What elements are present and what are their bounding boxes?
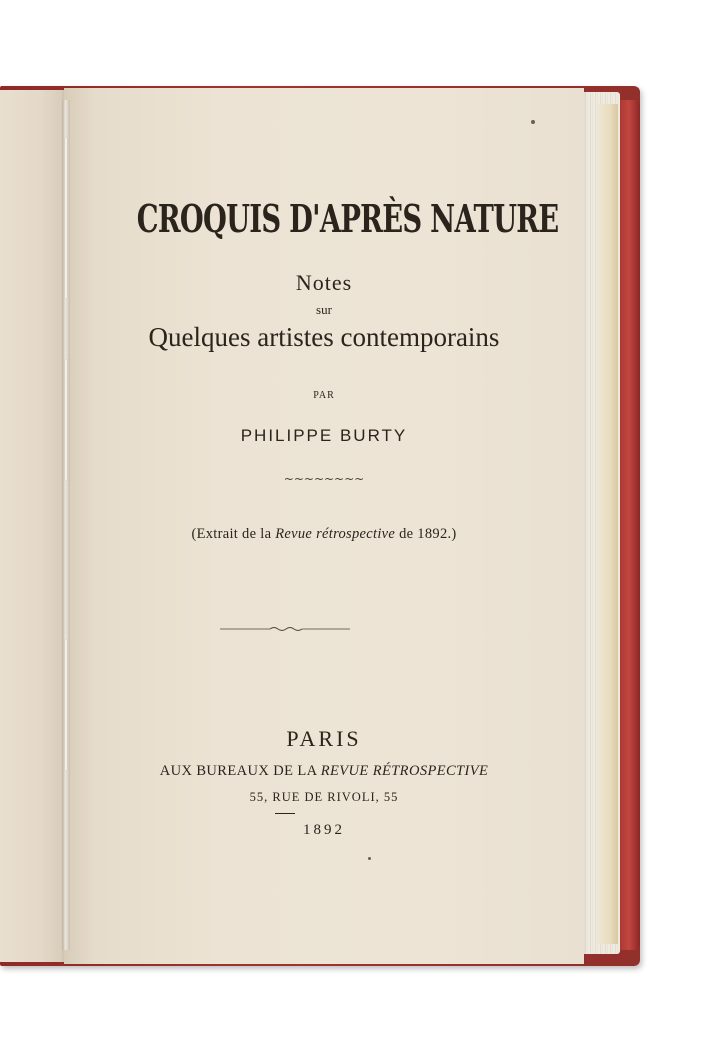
publisher-line — [64, 763, 584, 780]
publication-year: 1892 — [303, 822, 345, 838]
book-notes: Notes — [295, 270, 353, 295]
book-sur: sur — [316, 302, 332, 317]
paper-speck — [368, 857, 371, 860]
extract-italic: Revue rétrospective — [275, 526, 396, 542]
decorative-squiggle: ~~~~~~~~ — [283, 472, 365, 486]
publication-city: PARIS — [286, 726, 362, 751]
book-par: PAR — [313, 390, 335, 401]
cover-edge — [618, 100, 640, 950]
book-author: PHILIPPE BURTY — [240, 426, 408, 445]
short-rule — [275, 813, 295, 814]
book-title: CROQUIS D'APRÈS NATURE — [136, 196, 559, 241]
extract-note — [64, 526, 584, 543]
binding-thread — [65, 360, 67, 480]
left-page — [0, 90, 66, 962]
publisher-prefix: AUX BUREAUX DE LA — [159, 763, 321, 779]
page-edges-inner — [598, 104, 618, 944]
publisher-address: 55, RUE DE RIVOLI, 55 — [249, 790, 399, 804]
paper-speck — [531, 120, 535, 124]
book-subtitle: Quelques artistes contemporains — [148, 322, 500, 352]
ornament-divider — [220, 626, 350, 632]
extract-prefix: (Extrait de la — [191, 526, 276, 542]
extract-suffix: de 1892.) — [395, 526, 457, 542]
publisher-italic: REVUE RÉTROSPECTIVE — [320, 763, 489, 779]
